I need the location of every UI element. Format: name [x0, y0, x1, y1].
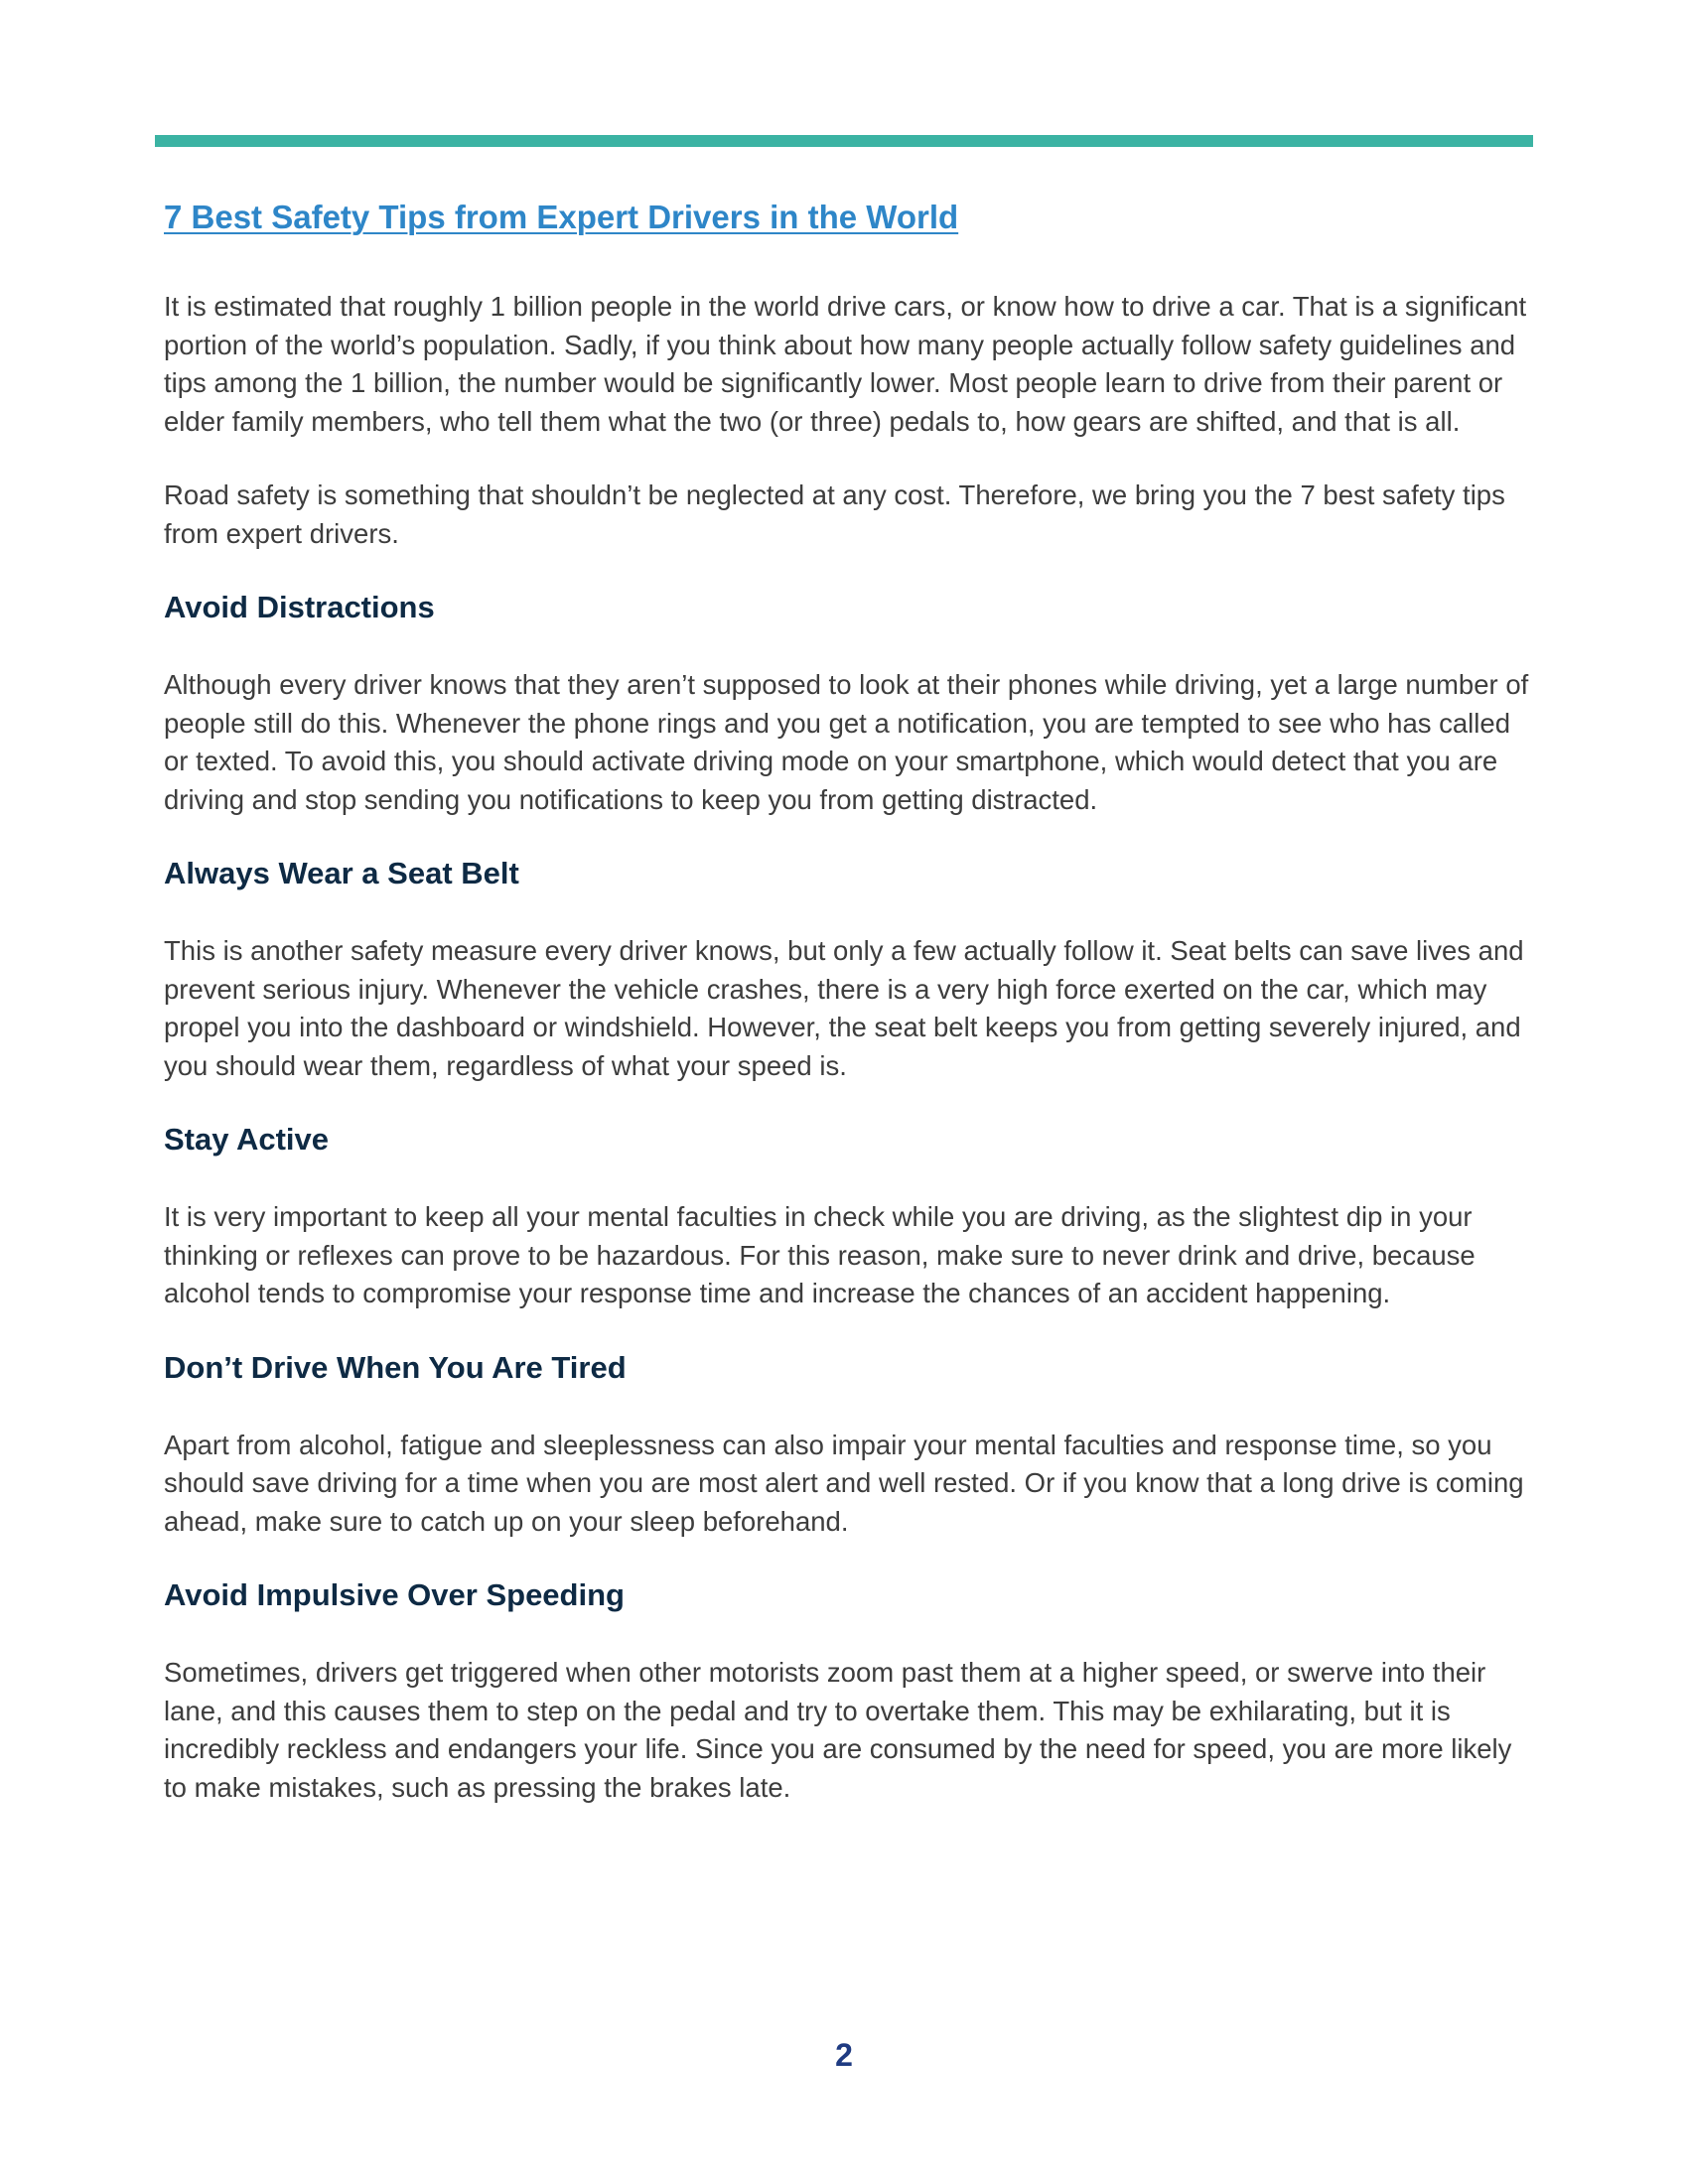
section-body-avoid-distractions: Although every driver knows that they aren’t supposed to look at their phones while driving, yet a large number of people still do this. Whenever the phone rings and you get a notification, you are tempted to see who has called or texted. To avoid this, you should activate driving mode on your smartphone, which would detect that you are driving and stop sending you notifications to keep you from getting distracted. [164, 669, 1529, 815]
page-number: 2 [835, 2037, 853, 2073]
section-body-over-speeding: Sometimes, drivers get triggered when other motorists zoom past them at a higher speed, or swerve into their lane, and this causes them to step on the pedal and try to overtake them. This may be exhilarating, but it is incredibly reckless and endangers your life. Since you are consumed by the need for speed, you are more likely to make mistakes, such as pressing the brakes late. [164, 1657, 1512, 1803]
section-heading-stay-active: Stay Active [164, 1122, 329, 1157]
section-heading-avoid-distractions: Avoid Distractions [164, 590, 435, 624]
page-content [164, 199, 1534, 1843]
section-body-stay-active: It is very important to keep all your mental faculties in check while you are driving, as the slightest dip in your thinking or reflexes can prove to be hazardous. For this reason, make sure to never drink and drive, because alcohol tends to compromise your response time and increase the chances of an accident happening. [164, 1201, 1476, 1308]
section-body-seat-belt: This is another safety measure every driver knows, but only a few actually follow it. Seat belts can save lives and prevent serious injury. Whenever the vehicle crashes, there is a very high force exerted on the car, which may propel you into the dashboard or windshield. However, the seat belt keeps you from getting severely injured, and you should wear them, regardless of what your speed is. [164, 935, 1524, 1081]
intro-paragraph: Road safety is something that shouldn’t be neglected at any cost. Therefore, we bring you the 7 best safety tips from expert drivers. [164, 479, 1505, 549]
section-heading-seat-belt: Always Wear a Seat Belt [164, 856, 519, 890]
intro-paragraph: It is estimated that roughly 1 billion people in the world drive cars, or know how to drive a car. That is a significant portion of the world’s population. Sadly, if you think about how many people actually follow safety guidelines and tips among the 1 billion, the number would be significantly lower. Most people learn to drive from their parent or elder family members, who tell them what the two (or three) pedals to, how gears are shifted, and that is all. [164, 291, 1527, 437]
section-heading-tired: Don’t Drive When You Are Tired [164, 1349, 627, 1385]
document-title-link[interactable]: 7 Best Safety Tips from Expert Drivers in the World [164, 199, 959, 235]
section-heading-over-speeding: Avoid Impulsive Over Speeding [164, 1577, 625, 1612]
section-body-tired: Apart from alcohol, fatigue and sleeplessness can also impair your mental faculties and response time, so you should save driving for a time when you are most alert and well rested. Or if you know that a long drive is coming ahead, make sure to catch up on your sleep beforehand. [164, 1429, 1524, 1537]
top-accent-rule [155, 135, 1533, 147]
